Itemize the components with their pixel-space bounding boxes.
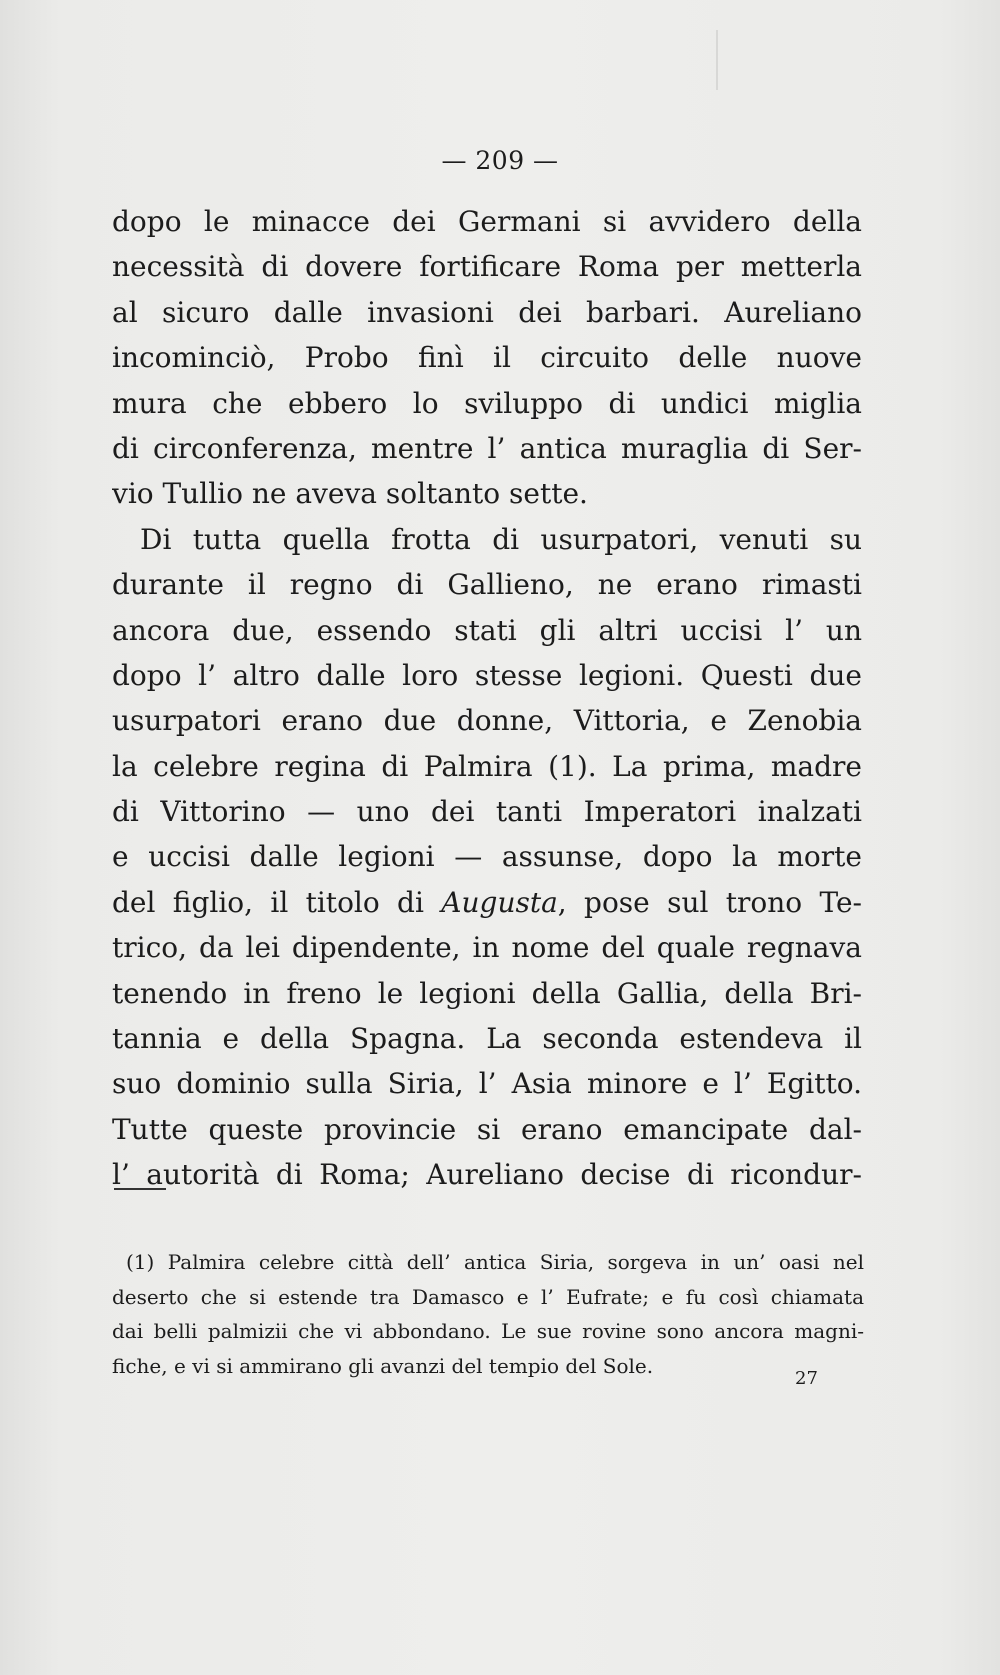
text-line-paragraph-start: Di tutta quella frotta di usurpatori, venuti su bbox=[140, 522, 862, 556]
italic-title-augusta: Augusta bbox=[441, 885, 558, 919]
page-number: — 209 — bbox=[441, 146, 559, 175]
footnote-line: dai belli palmizii che vi abbondano. Le sue rovine sono ancora magni- bbox=[112, 1319, 864, 1343]
main-text bbox=[112, 199, 862, 1198]
footnote-line: (1) Palmira celebre città dell’ antica Siria, sorgeva in un’ oasi nel bbox=[126, 1250, 864, 1274]
text-line: dopo le minacce dei Germani si avvidero della bbox=[112, 205, 862, 238]
text-segment: del figlio, il titolo di bbox=[112, 885, 442, 919]
footnote-separator bbox=[114, 1188, 166, 1190]
text-line: dopo l’ altro dalle loro stesse legioni. Questi due bbox=[112, 658, 862, 692]
footnote-line: deserto che si estende tra Damasco e l’ Eufrate; e fu così chiamata bbox=[112, 1284, 864, 1309]
text-line: incominciò, Probo finì il circuito delle nuove bbox=[112, 341, 862, 375]
text-line: necessità di dovere fortificare Roma per metterla bbox=[112, 250, 862, 284]
text-line: suo dominio sulla Siria, l’ Asia minore e l’ Egitto. bbox=[112, 1067, 862, 1101]
text-line: durante il regno di Gallieno, ne erano rimasti bbox=[112, 568, 862, 602]
text-line: e uccisi dalle legioni — assunse, dopo la morte bbox=[112, 840, 862, 874]
text-line: Tutte queste provincie si erano emancipate dal- bbox=[112, 1112, 862, 1146]
text-line: trico, da lei dipendente, in nome del quale regnava bbox=[112, 931, 862, 965]
text-segment: , pose sul trono Te- bbox=[557, 885, 862, 919]
footnote-line: fiche, e vi si ammirano gli avanzi del tempio del Sole. bbox=[112, 1353, 654, 1378]
text-line: tannia e della Spagna. La seconda estendeva il bbox=[112, 1022, 862, 1056]
text-line: usurpatori erano due donne, Vittoria, e Zenobia bbox=[112, 704, 862, 738]
text-line: l’ autorità di Roma; Aureliano decise di ricondur- bbox=[112, 1158, 862, 1192]
text-line-paragraph-end: vio Tullio ne aveva soltanto sette. bbox=[112, 477, 588, 511]
text-line-with-italic bbox=[112, 880, 862, 925]
signature-mark: 27 bbox=[795, 1368, 818, 1389]
text-line: di Vittorino — uno dei tanti Imperatori inalzati bbox=[112, 795, 862, 829]
text-line: al sicuro dalle invasioni dei barbari. Aureliano bbox=[112, 295, 862, 329]
text-line: di circonferenza, mentre l’ antica muraglia di Ser- bbox=[112, 431, 862, 465]
text-line: mura che ebbero lo sviluppo di undici miglia bbox=[112, 386, 862, 420]
bleed-through-mark bbox=[716, 30, 718, 90]
text-line: la celebre regina di Palmira (1). La prima, madre bbox=[112, 749, 862, 783]
footnote-block bbox=[112, 1245, 864, 1383]
text-line: tenendo in freno le legioni della Gallia, della Bri- bbox=[112, 976, 862, 1010]
text-line: ancora due, essendo stati gli altri uccisi l’ un bbox=[112, 613, 862, 647]
